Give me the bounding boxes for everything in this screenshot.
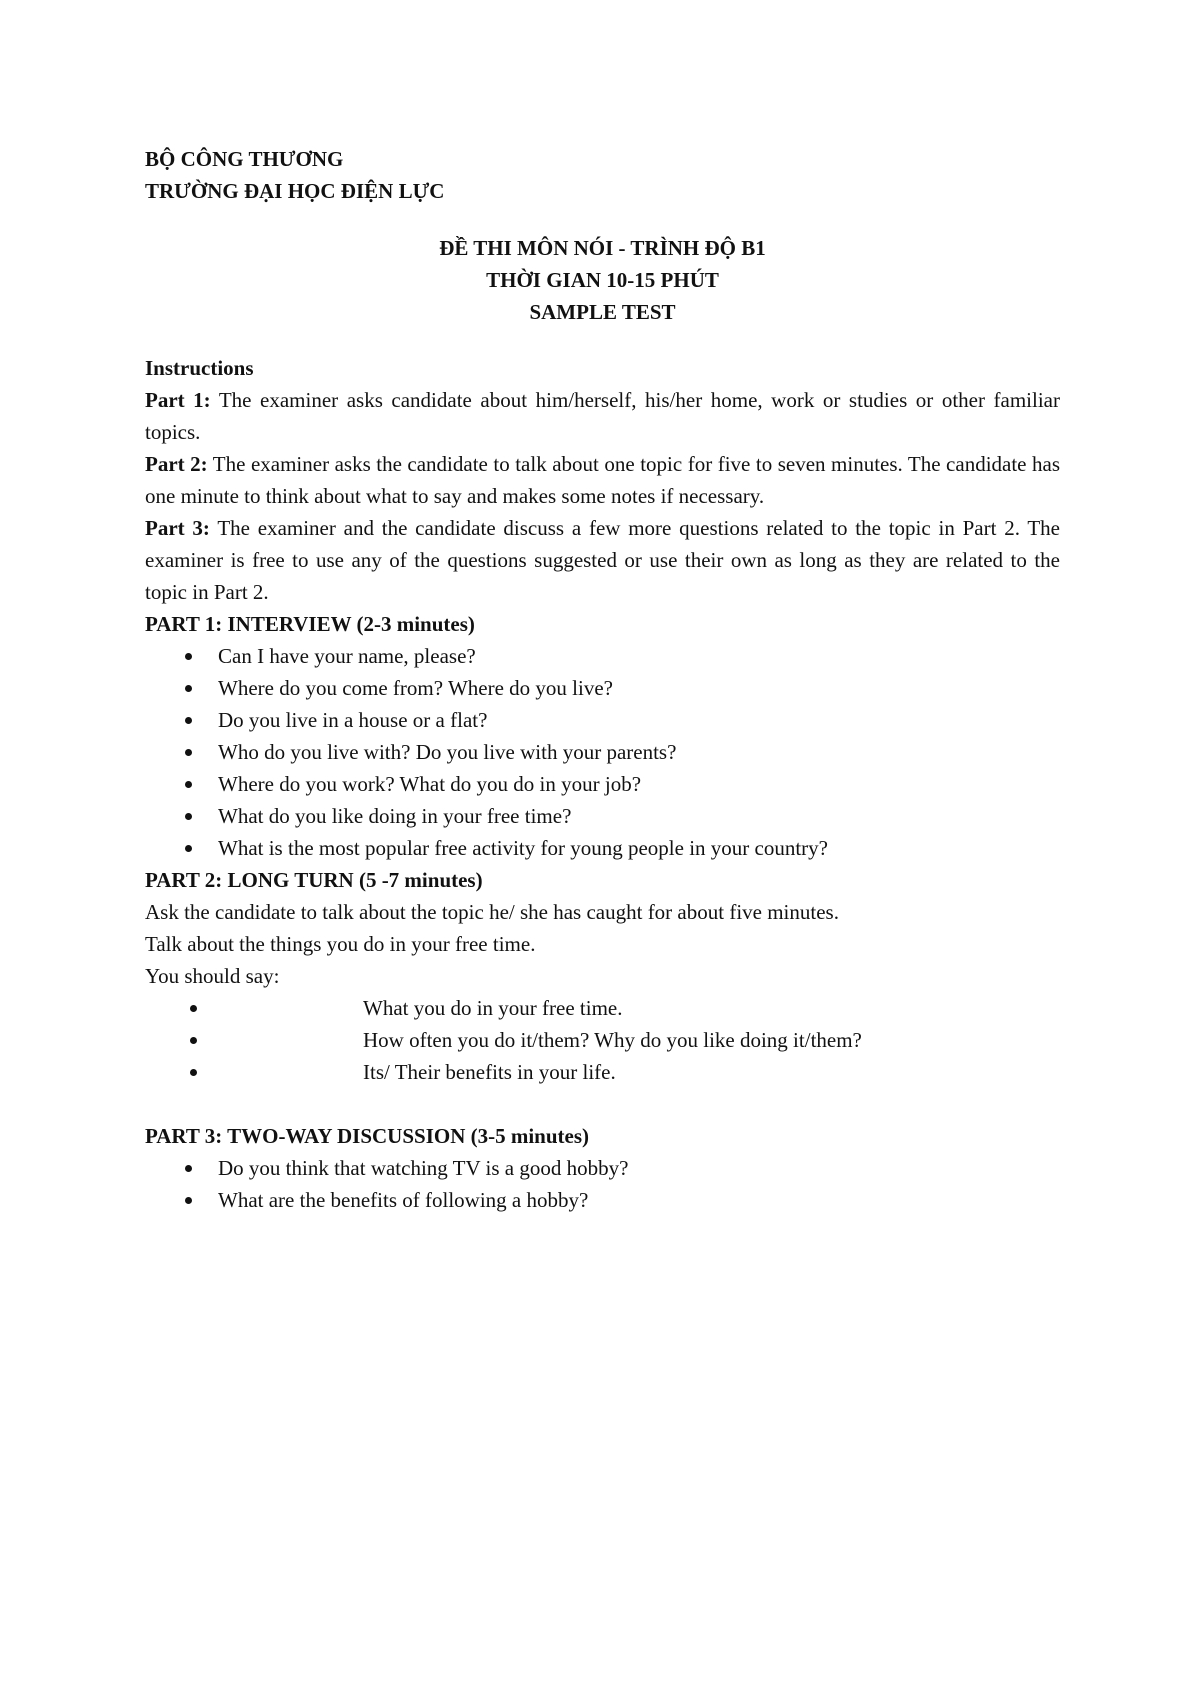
list-item: Can I have your name, please? — [145, 640, 1060, 672]
list-item: What is the most popular free activity for young people in your country? — [145, 832, 1060, 864]
instruction-part1 — [145, 384, 1060, 448]
part2-topic: Talk about the things you do in your free time. — [145, 932, 536, 956]
bullet-icon — [185, 813, 192, 820]
list-item: Its/ Their benefits in your life. — [145, 1056, 1060, 1088]
instruction-part2 — [145, 448, 1060, 512]
list-item: Do you live in a house or a flat? — [145, 704, 1060, 736]
list-item: What you do in your free time. — [145, 992, 1060, 1024]
university-name: TRƯỜNG ĐẠI HỌC ĐIỆN LỰC — [145, 179, 445, 203]
instructions-heading: Instructions — [145, 356, 254, 380]
list-item: How often you do it/them? Why do you like doing it/them? — [145, 1024, 1060, 1056]
bullet-icon — [190, 1005, 197, 1012]
instruction-part3 — [145, 512, 1060, 608]
bullet-icon — [190, 1069, 197, 1076]
bullet-icon — [185, 845, 192, 852]
instruction-part1-label: Part 1: — [145, 388, 211, 412]
part1-question-list — [145, 640, 1060, 864]
bullet-icon — [185, 653, 192, 660]
bullet-icon — [185, 717, 192, 724]
sample-test-label: SAMPLE TEST — [529, 300, 676, 324]
bullet-icon — [185, 1165, 192, 1172]
list-item: Who do you live with? Do you live with your parents? — [145, 736, 1060, 768]
bullet-icon — [185, 749, 192, 756]
list-item: Where do you come from? Where do you live? — [145, 672, 1060, 704]
list-item: Where do you work? What do you do in your job? — [145, 768, 1060, 800]
part2-heading: PART 2: LONG TURN (5 -7 minutes) — [145, 868, 483, 892]
part2-should-say: You should say: — [145, 964, 280, 988]
bullet-icon — [190, 1037, 197, 1044]
bullet-icon — [185, 1197, 192, 1204]
instruction-part3-label: Part 3: — [145, 516, 210, 540]
list-item: What do you like doing in your free time? — [145, 800, 1060, 832]
exam-duration: THỜI GIAN 10-15 PHÚT — [486, 268, 719, 292]
exam-title: ĐỀ THI MÔN NÓI - TRÌNH ĐỘ B1 — [439, 236, 766, 260]
part2-intro: Ask the candidate to talk about the topic he/ she has caught for about five minutes. — [145, 900, 839, 924]
instruction-part1-text: The examiner asks candidate about him/herself, his/her home, work or studies or other familiar topics. — [145, 388, 1060, 444]
instruction-part2-label: Part 2: — [145, 452, 208, 476]
list-item: Do you think that watching TV is a good hobby? — [145, 1152, 1060, 1184]
list-item: What are the benefits of following a hobby? — [145, 1184, 1060, 1216]
part3-question-list — [145, 1152, 1060, 1216]
part2-point-list — [145, 992, 1060, 1088]
bullet-icon — [185, 781, 192, 788]
instruction-part3-text: The examiner and the candidate discuss a few more questions related to the topic in Part 2. The examiner is free to use any of the questions suggested or use their own as long as they are related to the topic in Part 2. — [145, 516, 1061, 604]
document-page — [145, 143, 1060, 1216]
bullet-icon — [185, 685, 192, 692]
instruction-part2-text: The examiner asks the candidate to talk about one topic for five to seven minutes. The candidate has one minute to think about what to say and makes some notes if necessary. — [145, 452, 1061, 508]
ministry-name: BỘ CÔNG THƯƠNG — [145, 147, 344, 171]
part3-heading: PART 3: TWO-WAY DISCUSSION (3-5 minutes) — [145, 1124, 590, 1148]
part1-heading: PART 1: INTERVIEW (2-3 minutes) — [145, 612, 475, 636]
